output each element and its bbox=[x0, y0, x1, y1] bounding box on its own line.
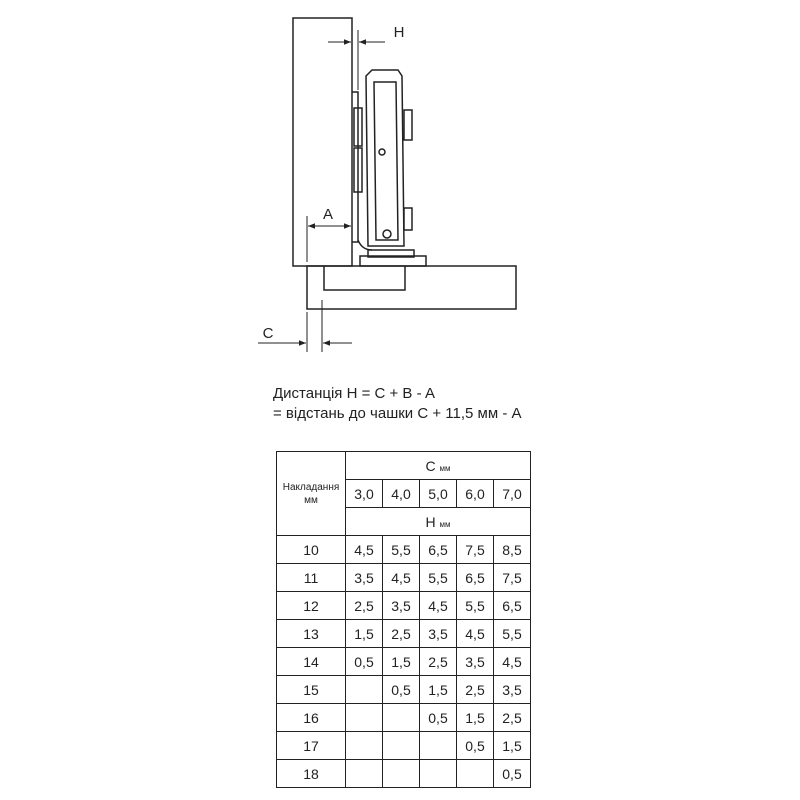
h-value-cell: 0,5 bbox=[457, 732, 494, 760]
dim-label-h: H bbox=[393, 24, 405, 41]
formula-line-1: Дистанція H = C + B - A bbox=[273, 385, 435, 402]
overlay-value-cell: 17 bbox=[277, 732, 346, 760]
table-row bbox=[277, 564, 531, 592]
table-row bbox=[277, 536, 531, 564]
h-value-cell: 3,5 bbox=[383, 592, 420, 620]
h-value-cell: 3,5 bbox=[346, 564, 383, 592]
door-panel bbox=[293, 18, 352, 266]
table-row bbox=[277, 704, 531, 732]
h-value-cell bbox=[346, 704, 383, 732]
overlay-header-line2: мм bbox=[304, 494, 318, 506]
dim-label-c: C bbox=[262, 325, 274, 342]
h-value-cell bbox=[457, 760, 494, 788]
c-value-cell: 3,0 bbox=[346, 480, 383, 508]
h-value-cell bbox=[346, 732, 383, 760]
c-value-cell: 7,0 bbox=[494, 480, 531, 508]
h-value-cell: 3,5 bbox=[420, 620, 457, 648]
h-value-cell: 1,5 bbox=[346, 620, 383, 648]
table-row bbox=[277, 760, 531, 788]
h-value-cell: 4,5 bbox=[457, 620, 494, 648]
h-value-cell: 2,5 bbox=[346, 592, 383, 620]
h-value-cell: 0,5 bbox=[494, 760, 531, 788]
c-header-label: C bbox=[425, 457, 436, 474]
h-value-cell: 5,5 bbox=[420, 564, 457, 592]
h-header-label: H bbox=[425, 513, 436, 530]
h-value-cell bbox=[420, 760, 457, 788]
overlay-value-cell: 12 bbox=[277, 592, 346, 620]
h-value-cell: 6,5 bbox=[457, 564, 494, 592]
hinge-drawing bbox=[0, 0, 800, 380]
h-value-cell: 2,5 bbox=[457, 676, 494, 704]
cabinet-panel bbox=[307, 266, 516, 309]
overlay-header-line1: Накладання bbox=[282, 481, 340, 493]
h-value-cell: 6,5 bbox=[420, 536, 457, 564]
h-value-cell: 2,5 bbox=[383, 620, 420, 648]
h-value-cell bbox=[420, 732, 457, 760]
h-value-cell: 5,5 bbox=[457, 592, 494, 620]
h-value-cell: 2,5 bbox=[420, 648, 457, 676]
h-value-cell bbox=[346, 676, 383, 704]
h-value-cell: 4,5 bbox=[494, 648, 531, 676]
h-value-cell: 0,5 bbox=[346, 648, 383, 676]
dim-label-a: A bbox=[322, 206, 334, 223]
h-value-cell bbox=[383, 704, 420, 732]
h-value-cell: 2,5 bbox=[494, 704, 531, 732]
h-header bbox=[346, 508, 531, 536]
table-row bbox=[277, 676, 531, 704]
overlay-value-cell: 14 bbox=[277, 648, 346, 676]
h-value-cell bbox=[346, 760, 383, 788]
h-value-cell: 5,5 bbox=[383, 536, 420, 564]
overlay-column-header bbox=[277, 452, 346, 536]
h-value-cell: 7,5 bbox=[494, 564, 531, 592]
h-value-cell: 4,5 bbox=[420, 592, 457, 620]
table-row bbox=[277, 592, 531, 620]
h-value-cell: 1,5 bbox=[420, 676, 457, 704]
table-row bbox=[277, 732, 531, 760]
table-row bbox=[277, 620, 531, 648]
h-value-cell: 8,5 bbox=[494, 536, 531, 564]
h-value-cell: 5,5 bbox=[494, 620, 531, 648]
overlay-value-cell: 16 bbox=[277, 704, 346, 732]
h-value-cell: 3,5 bbox=[457, 648, 494, 676]
overlay-value-cell: 15 bbox=[277, 676, 346, 704]
h-value-cell: 1,5 bbox=[383, 648, 420, 676]
overlay-table bbox=[276, 451, 531, 788]
c-value-cell: 4,0 bbox=[383, 480, 420, 508]
h-value-cell: 1,5 bbox=[457, 704, 494, 732]
h-value-cell: 1,5 bbox=[494, 732, 531, 760]
h-value-cell: 0,5 bbox=[383, 676, 420, 704]
h-value-cell: 3,5 bbox=[494, 676, 531, 704]
c-value-cell: 5,0 bbox=[420, 480, 457, 508]
table-row bbox=[277, 648, 531, 676]
h-value-cell bbox=[383, 760, 420, 788]
overlay-value-cell: 11 bbox=[277, 564, 346, 592]
table-header-row bbox=[277, 452, 531, 480]
h-value-cell bbox=[383, 732, 420, 760]
h-value-cell: 4,5 bbox=[346, 536, 383, 564]
c-header-unit: мм bbox=[439, 463, 451, 473]
h-value-cell: 4,5 bbox=[383, 564, 420, 592]
h-value-cell: 0,5 bbox=[420, 704, 457, 732]
overlay-value-cell: 13 bbox=[277, 620, 346, 648]
overlay-value-cell: 10 bbox=[277, 536, 346, 564]
c-value-cell: 6,0 bbox=[457, 480, 494, 508]
h-value-cell: 6,5 bbox=[494, 592, 531, 620]
c-header bbox=[346, 452, 531, 480]
h-header-unit: мм bbox=[439, 519, 451, 529]
formula-line-2: = відстань до чашки C + 11,5 мм - A bbox=[273, 405, 522, 422]
h-value-cell: 7,5 bbox=[457, 536, 494, 564]
overlay-value-cell: 18 bbox=[277, 760, 346, 788]
hinge-cup bbox=[324, 266, 405, 290]
